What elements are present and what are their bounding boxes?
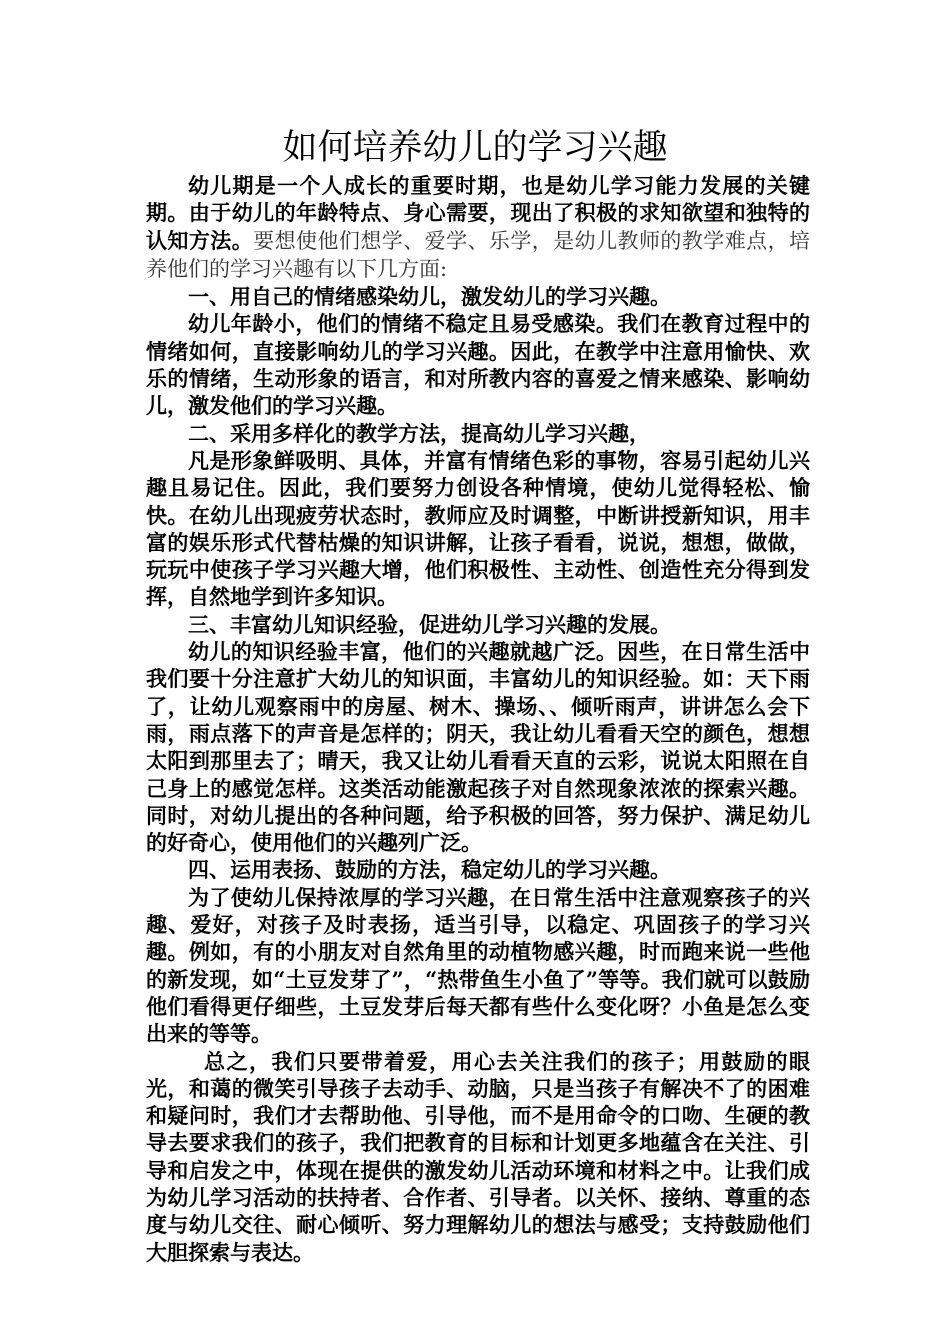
section-heading-1: 一、用自己的情绪感染幼儿，激发幼儿的学习兴趣。	[188, 284, 671, 310]
document-title: 如何培养幼儿的学习兴趣	[282, 128, 668, 168]
section-paragraph-4: 为了使幼儿保持浓厚的学习兴趣，在日常生活中注意观察孩子的兴趣、爱好，对孩子及时表扬，适当引导，以稳定、巩固孩子的学习兴趣。例如，有的小朋友对自然角里的动植物感兴趣，时而跑来说一些他的新发现，如“土豆发芽了”，“热带鱼生小鱼了”等等。我们就可以鼓励他们看得更仔细些，土豆发芽后每天都有些什么变化呀？小鱼是怎么变出来的等等。	[146, 884, 810, 1047]
section-paragraph-3: 幼儿的知识经验丰富，他们的兴趣就越广泛。因些，在日常生活中我们要十分注意扩大幼儿的知识面，丰富幼儿的知识经验。如：天下雨了，让幼儿观察雨中的房屋、树木、操场、、倾听雨声，讲讲怎么会下雨，雨点落下的声音是怎样的；阴天，我让幼儿看看天空的颜色，想想太阳到那里去了；晴天，我又让幼儿看看天直的云彩，说说太阳照在自己身上的感觉怎样。这类活动能激起孩子对自然现象浓浓的探索兴趣。同时，对幼儿提出的各种问题，给予积极的回答，努力保护、满足幼儿的好奇心，使用他们的兴趣列广泛。	[146, 639, 810, 856]
section-paragraph-2: 凡是形象鲜吸明、具体，并富有情绪色彩的事物，容易引起幼儿兴趣且易记住。因此，我们要努力创设各种情境，使幼儿觉得轻松、愉快。在幼儿出现疲劳状态时，教师应及时调整，中断讲授新知识，用丰富的娱乐形式代替枯燥的知识讲解，让孩子看看，说说，想想，做做，玩玩中使孩子学习兴趣大增，他们积极性、主动性、创造性充分得到发挥，自然地学到许多知识。	[146, 447, 810, 610]
intro-bold-text: 幼儿期是一个人成长的重要时期，也是幼儿学习能力发展的关键期。由于幼儿的年龄特点、身心需要，现出了积极的求知欲望和独特的认知方法。	[146, 173, 810, 253]
section-heading-3: 三、丰富幼儿知识经验，促进幼儿学习兴趣的发展。	[188, 611, 671, 637]
section-paragraph-1: 幼儿年龄小，他们的情绪不稳定且易受感染。我们在教育过程中的情绪如何，直接影响幼儿的学习兴趣。因此，在教学中注意用愉快、欢乐的情绪，生动形象的语言，和对所教内容的喜爱之情来感染、影响幼儿，激发他们的学习兴趣。	[146, 311, 810, 419]
intro-paragraph	[146, 172, 810, 283]
document-body	[146, 172, 810, 1266]
intro-light-text: 要想使他们想学、爱学、乐学，是幼儿教师的教学难点，培养他们的学习兴趣有以下几方面:	[146, 228, 811, 281]
conclusion-paragraph: 总之，我们只要带着爱，用心去关注我们的孩子；用鼓励的眼光，和蔼的微笑引导孩子去动手、动脑，只是当孩子有解决不了的困难和疑问时，我们才去帮助他、引导他，而不是用命令的口吻、生硬的教导去要求我们的孩子，我们把教育的目标和计划更多地蕴含在关注、引导和启发之中，体现在提供的激发幼儿活动环境和材料之中。让我们成为幼儿学习活动的扶持者、合作者、引导者。以关怀、接纳、尊重的态度与幼儿交往、耐心倾听、努力理解幼儿的想法与感受；支持鼓励他们大胆探索与表达。	[146, 1048, 810, 1265]
section-heading-4: 四、运用表扬、鼓励的方法，稳定幼儿的学习兴趣。	[188, 857, 671, 883]
section-heading-2: 二、采用多样化的教学方法，提高幼儿学习兴趣，	[188, 420, 650, 446]
